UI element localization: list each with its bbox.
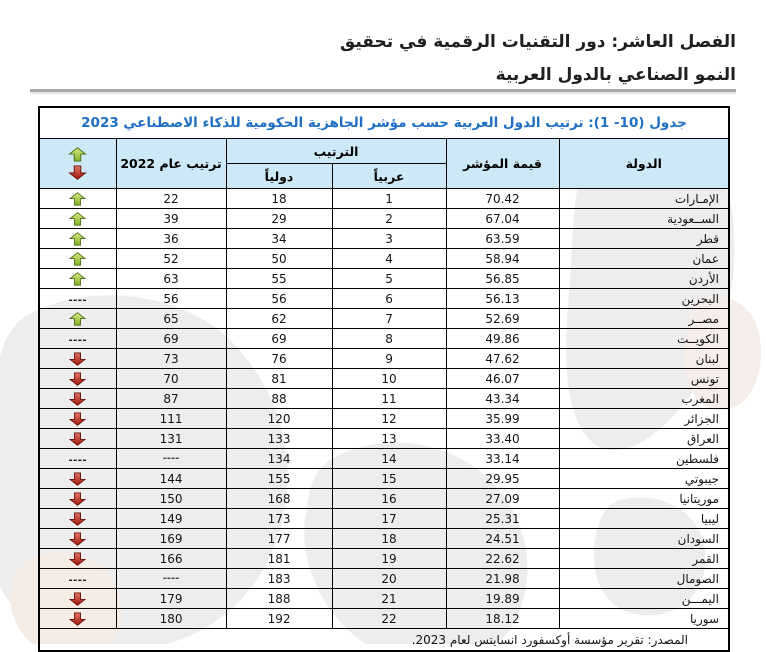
rank-arab: 18 [332, 529, 446, 549]
country-name: الســعودية [559, 209, 729, 229]
trend-cell [39, 289, 116, 309]
table-row [39, 549, 729, 569]
trend-cell [39, 329, 116, 349]
trend-cell [39, 189, 116, 209]
down-arrow-icon [67, 165, 88, 180]
down-arrow-icon [67, 532, 88, 546]
rank-2022: 131 [116, 429, 226, 449]
country-name: القمر [559, 549, 729, 569]
up-arrow-icon [67, 232, 88, 246]
trend-cell [39, 229, 116, 249]
trend-cell [39, 369, 116, 389]
country-name: عمان [559, 249, 729, 269]
index-value: 63.59 [446, 229, 559, 249]
country-name: لبنان [559, 349, 729, 369]
table-row [39, 409, 729, 429]
down-arrow-icon [67, 472, 88, 486]
table-row [39, 309, 729, 329]
country-name: ليبيا [559, 509, 729, 529]
rank-international: 134 [226, 449, 332, 469]
down-arrow-icon [67, 412, 88, 426]
country-name: الإمـارات [559, 189, 729, 209]
rank-2022: 150 [116, 489, 226, 509]
rank-2022: 111 [116, 409, 226, 429]
table-row [39, 569, 729, 589]
col-header-rank-group: الترتيب [226, 139, 446, 164]
index-value: 56.85 [446, 269, 559, 289]
rank-2022: 39 [116, 209, 226, 229]
col-header-trend [39, 139, 116, 189]
rank-international: 81 [226, 369, 332, 389]
index-value: 56.13 [446, 289, 559, 309]
table-row [39, 429, 729, 449]
index-value: 49.86 [446, 329, 559, 349]
rank-international: 177 [226, 529, 332, 549]
country-name: فلسطين [559, 449, 729, 469]
down-arrow-icon [67, 552, 88, 566]
rank-international: 34 [226, 229, 332, 249]
trend-cell [39, 389, 116, 409]
down-arrow-icon [67, 492, 88, 506]
country-name: السودان [559, 529, 729, 549]
page-title-line2: النمو الصناعي بالدول العربية [495, 65, 736, 85]
index-value: 33.40 [446, 429, 559, 449]
rank-arab: 17 [332, 509, 446, 529]
page-title [276, 26, 736, 92]
table-row [39, 209, 729, 229]
up-arrow-icon [67, 312, 88, 326]
down-arrow-icon [67, 512, 88, 526]
trend-cell [39, 349, 116, 369]
index-value: 67.04 [446, 209, 559, 229]
rank-2022: 63 [116, 269, 226, 289]
rank-arab: 20 [332, 569, 446, 589]
rank-2022: 144 [116, 469, 226, 489]
table-row [39, 449, 729, 469]
rank-arab: 22 [332, 609, 446, 629]
index-value: 19.89 [446, 589, 559, 609]
rank-international: 88 [226, 389, 332, 409]
country-name: مصــر [559, 309, 729, 329]
rank-arab: 13 [332, 429, 446, 449]
country-name: الصومال [559, 569, 729, 589]
rank-2022: 179 [116, 589, 226, 609]
rank-international: 173 [226, 509, 332, 529]
country-name: جيبوتي [559, 469, 729, 489]
col-header-country: الدولة [559, 139, 729, 189]
index-value: 35.99 [446, 409, 559, 429]
up-arrow-icon [67, 272, 88, 286]
rank-arab: 19 [332, 549, 446, 569]
rank-international: 50 [226, 249, 332, 269]
rank-2022: ---- [116, 449, 226, 469]
rank-2022: 65 [116, 309, 226, 329]
rank-arab: 21 [332, 589, 446, 609]
table-row [39, 489, 729, 509]
rank-2022: 36 [116, 229, 226, 249]
rank-2022: 180 [116, 609, 226, 629]
rank-international: 133 [226, 429, 332, 449]
no-change-dash: ---- [68, 334, 88, 346]
trend-cell [39, 269, 116, 289]
rank-arab: 16 [332, 489, 446, 509]
down-arrow-icon [67, 612, 88, 626]
rank-international: 69 [226, 329, 332, 349]
index-value: 58.94 [446, 249, 559, 269]
trend-cell [39, 449, 116, 469]
country-name: قطر [559, 229, 729, 249]
trend-cell [39, 409, 116, 429]
trend-cell [39, 549, 116, 569]
col-header-index-value: قيمة المؤشر [446, 139, 559, 189]
trend-cell [39, 249, 116, 269]
rank-arab: 5 [332, 269, 446, 289]
table-row [39, 389, 729, 409]
index-value: 29.95 [446, 469, 559, 489]
rank-2022: 169 [116, 529, 226, 549]
trend-cell [39, 429, 116, 449]
rank-international: 183 [226, 569, 332, 589]
rank-arab: 4 [332, 249, 446, 269]
col-header-rank-international: دولياً [226, 164, 332, 189]
no-change-dash: ---- [68, 574, 88, 586]
trend-cell [39, 489, 116, 509]
rank-international: 29 [226, 209, 332, 229]
table-row [39, 329, 729, 349]
col-header-rank-arab: عربياً [332, 164, 446, 189]
down-arrow-icon [67, 432, 88, 446]
rank-2022: ---- [116, 569, 226, 589]
index-value: 33.14 [446, 449, 559, 469]
country-name: البحرين [559, 289, 729, 309]
index-value: 52.69 [446, 309, 559, 329]
index-value: 43.34 [446, 389, 559, 409]
rank-arab: 7 [332, 309, 446, 329]
rank-international: 188 [226, 589, 332, 609]
trend-cell [39, 469, 116, 489]
country-name: اليمـــن [559, 589, 729, 609]
rank-arab: 11 [332, 389, 446, 409]
rank-arab: 1 [332, 189, 446, 209]
rank-arab: 6 [332, 289, 446, 309]
rank-international: 155 [226, 469, 332, 489]
rank-international: 76 [226, 349, 332, 369]
up-arrow-icon [67, 147, 88, 162]
down-arrow-icon [67, 352, 88, 366]
trend-cell [39, 529, 116, 549]
table-row [39, 509, 729, 529]
rankings-table [38, 106, 730, 652]
table-row [39, 289, 729, 309]
index-value: 47.62 [446, 349, 559, 369]
col-header-rank-2022: ترتيب عام 2022 [116, 139, 226, 189]
index-value: 24.51 [446, 529, 559, 549]
rank-international: 168 [226, 489, 332, 509]
trend-cell [39, 209, 116, 229]
index-value: 70.42 [446, 189, 559, 209]
up-arrow-icon [67, 212, 88, 226]
rank-international: 56 [226, 289, 332, 309]
table-row [39, 589, 729, 609]
rank-arab: 2 [332, 209, 446, 229]
rank-2022: 73 [116, 349, 226, 369]
table-row [39, 529, 729, 549]
rank-2022: 69 [116, 329, 226, 349]
index-value: 22.62 [446, 549, 559, 569]
table-title: جدول (10- 1): ترتيب الدول العربية حسب مؤشر الجاهزية الحكومية للذكاء الاصطناعي 2023 [39, 107, 729, 139]
no-change-dash: ---- [68, 454, 88, 466]
rank-2022: 149 [116, 509, 226, 529]
rank-2022: 52 [116, 249, 226, 269]
rank-arab: 3 [332, 229, 446, 249]
rank-arab: 14 [332, 449, 446, 469]
index-value: 46.07 [446, 369, 559, 389]
table-row [39, 349, 729, 369]
rank-arab: 10 [332, 369, 446, 389]
country-name: المغرب [559, 389, 729, 409]
down-arrow-icon [67, 392, 88, 406]
table-row [39, 469, 729, 489]
rank-arab: 15 [332, 469, 446, 489]
trend-cell [39, 589, 116, 609]
country-name: تونس [559, 369, 729, 389]
index-value: 18.12 [446, 609, 559, 629]
rank-2022: 166 [116, 549, 226, 569]
country-name: الأردن [559, 269, 729, 289]
country-name: العراق [559, 429, 729, 449]
trend-cell [39, 309, 116, 329]
table-row [39, 249, 729, 269]
rank-arab: 8 [332, 329, 446, 349]
country-name: الجزائر [559, 409, 729, 429]
rank-arab: 12 [332, 409, 446, 429]
rank-international: 55 [226, 269, 332, 289]
up-arrow-icon [67, 252, 88, 266]
rank-international: 62 [226, 309, 332, 329]
table-source: المصدر: تقرير مؤسسة أوكسفورد انسايتس لعام 2023. [39, 629, 729, 652]
index-value: 21.98 [446, 569, 559, 589]
rank-international: 18 [226, 189, 332, 209]
rank-2022: 87 [116, 389, 226, 409]
table-row [39, 269, 729, 289]
heading-divider [30, 89, 736, 94]
page-title-line1: الفصل العاشر: دور التقنيات الرقمية في تحقيق [340, 32, 736, 52]
table-row [39, 369, 729, 389]
country-name: موريتانيا [559, 489, 729, 509]
index-value: 25.31 [446, 509, 559, 529]
country-name: الكويــت [559, 329, 729, 349]
down-arrow-icon [67, 372, 88, 386]
country-name: سوريا [559, 609, 729, 629]
trend-cell [39, 509, 116, 529]
trend-cell [39, 569, 116, 589]
rank-2022: 56 [116, 289, 226, 309]
up-arrow-icon [67, 192, 88, 206]
rank-international: 120 [226, 409, 332, 429]
index-value: 27.09 [446, 489, 559, 509]
table-row [39, 189, 729, 209]
down-arrow-icon [67, 592, 88, 606]
table-row [39, 229, 729, 249]
rank-arab: 9 [332, 349, 446, 369]
rank-international: 192 [226, 609, 332, 629]
rank-2022: 22 [116, 189, 226, 209]
rank-international: 181 [226, 549, 332, 569]
table-row [39, 609, 729, 629]
no-change-dash: ---- [68, 294, 88, 306]
rank-2022: 70 [116, 369, 226, 389]
trend-cell [39, 609, 116, 629]
